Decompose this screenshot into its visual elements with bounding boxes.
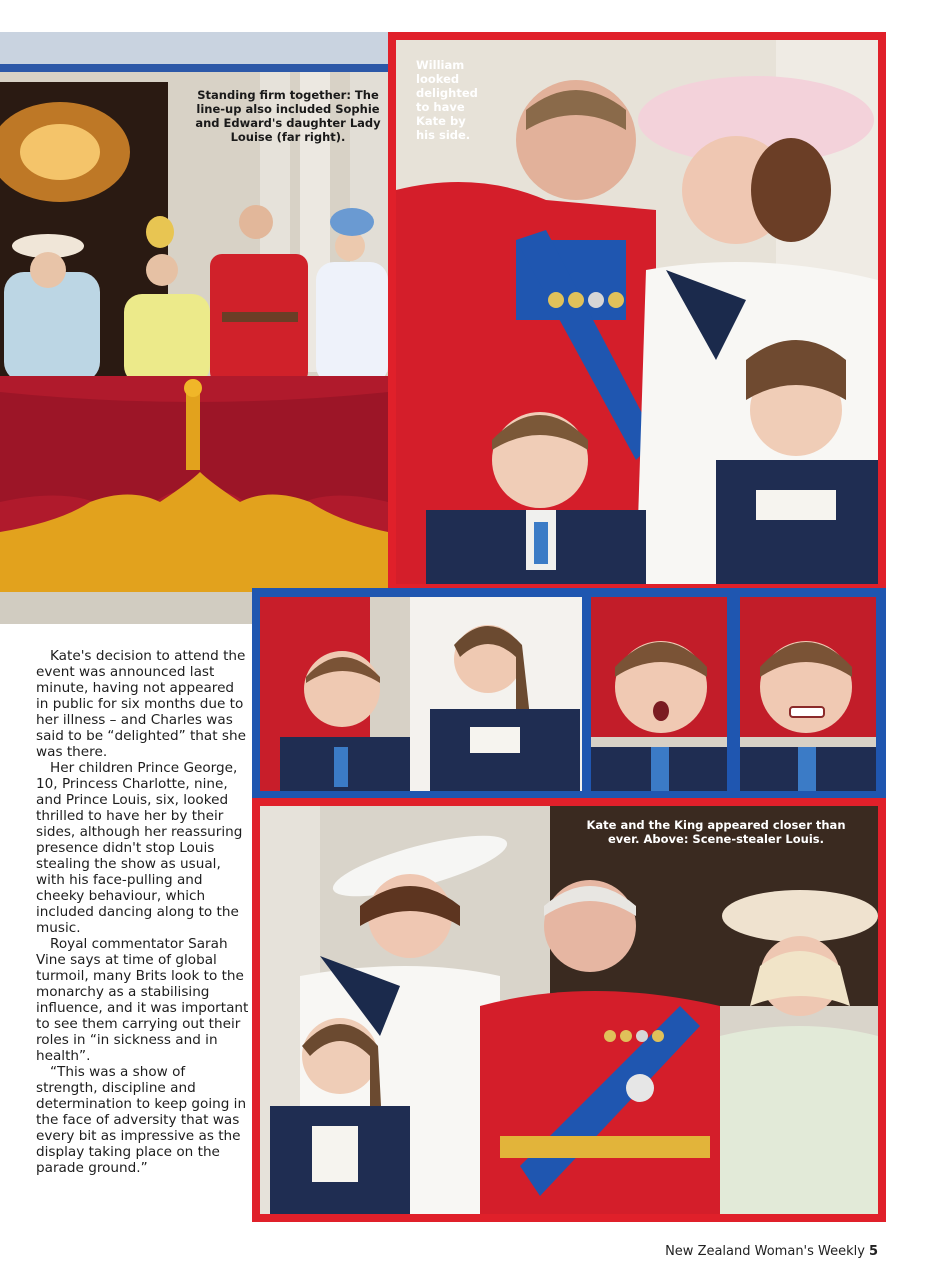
article-paragraph: “This was a show of strength, discipline and determination to keep going in the face of adversity that was every bit as impressive as the display taking place on the parade ground.” [36, 1064, 247, 1176]
article-paragraph: Royal commentator Sarah Vine says at time of global turmoil, many Brits look to the monarchy as a stabilising influence, and it was important to see them carrying out their roles in “in sickness and in health”. [36, 936, 249, 1064]
article-body [36, 648, 250, 1176]
louis-grimace-photo [740, 597, 876, 791]
bottom-caption: Kate and the King appeared closer than ever. Above: Scene-stealer Louis. [586, 818, 846, 846]
magazine-name: New Zealand Woman's Weekly [665, 1244, 865, 1259]
kate-king-illustration [260, 806, 878, 1214]
article-paragraph: Kate's decision to attend the event was announced last minute, having not appeared in public for six months due to her illness – and Charles was said to be “delighted” that she was there. [36, 648, 246, 760]
louis-photo-strip [252, 588, 886, 800]
louis-charlotte-illustration [260, 597, 582, 791]
top-left-caption: Standing firm together: The line-up also included Sophie and Edward's daughter Lady Louise (far right). [195, 88, 381, 144]
page-number: 5 [868, 1244, 878, 1259]
louis-charlotte-photo [260, 597, 582, 791]
louis-grimace-illustration [740, 597, 876, 791]
louis-shouting-photo [591, 597, 727, 791]
page-footer [665, 1244, 878, 1259]
kate-king-photo [252, 798, 886, 1222]
article-paragraph: Her children Prince George, 10, Princess Charlotte, nine, and Prince Louis, six, looked thrilled to have her by their sides, although her reassuring presence didn't stop Louis stealing the show as usual, with his face-pulling and cheeky behaviour, which included dancing along to the music. [36, 760, 243, 936]
top-right-caption: William looked delighted to have Kate by his side. [416, 58, 478, 142]
louis-shouting-illustration [591, 597, 727, 791]
